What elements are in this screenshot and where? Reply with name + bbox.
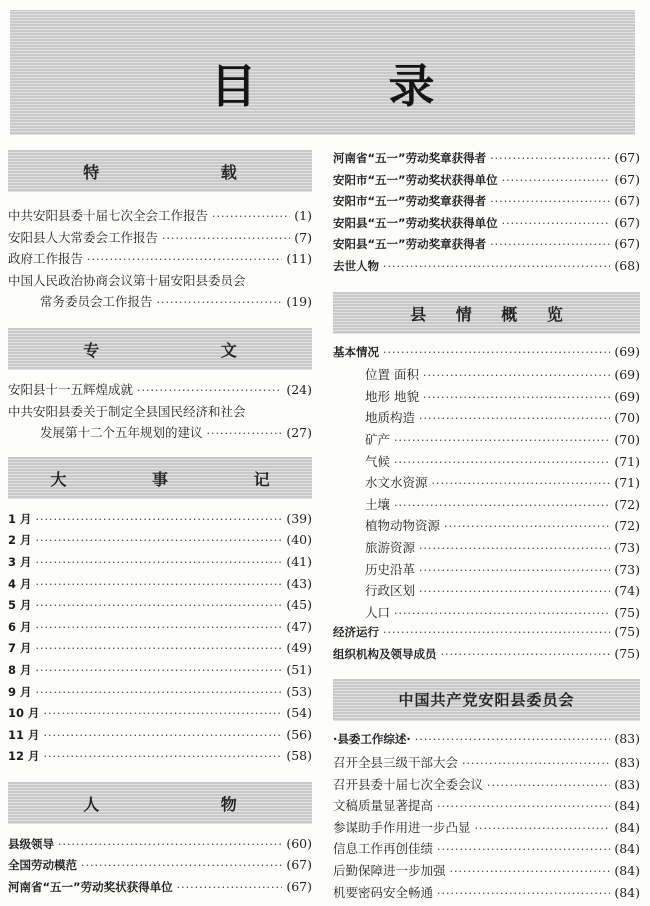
toc-entry[interactable]: 气候 ····· (71): [333, 452, 640, 474]
toc-entry[interactable]: 发展第十二个五年规划的建议 ····· (27): [8, 423, 312, 445]
toc-entry[interactable]: 旅游资源 ····· (73): [333, 538, 640, 560]
toc-entry[interactable]: 文稿质量显著提高 ····· (84): [333, 796, 640, 818]
toc-entry[interactable]: 4 月 ····· (43): [8, 576, 312, 598]
toc-entry[interactable]: 人口 ····· (75): [333, 603, 640, 625]
toc-entry[interactable]: 10 月 ····· (54): [8, 705, 312, 727]
section-heading-county-overview: [333, 292, 640, 334]
title-banner: [10, 10, 635, 135]
toc-entry-first-line[interactable]: 中国人民政治协商会议第十届安阳县委员会: [8, 272, 246, 288]
toc-entry[interactable]: 参谋助手作用进一步凸显 ····· (84): [333, 818, 640, 840]
toc-entry[interactable]: 政府工作报告 ····· (11): [8, 249, 312, 271]
toc-entry[interactable]: 位置 面积 ····· (69): [333, 365, 640, 387]
toc-entry[interactable]: 基本情况 ····· (69): [333, 344, 640, 366]
toc-entry[interactable]: 安阳县人大常委会工作报告 ····· (7): [8, 228, 312, 250]
toc-entry[interactable]: 安阳县“五一”劳动奖章获得者 ····· (67): [333, 236, 640, 258]
toc-list-special: [8, 206, 312, 314]
section-heading-label: 特 载: [83, 163, 295, 182]
toc-entry[interactable]: 1 月 ····· (39): [8, 511, 312, 533]
toc-entry[interactable]: 地质构造 ····· (70): [333, 408, 640, 430]
toc-entry[interactable]: 组织机构及领导成员 ····· (75): [333, 646, 640, 668]
section-heading-label: 专 文: [83, 340, 295, 360]
toc-left-column: [8, 150, 312, 901]
toc-entry[interactable]: 矿产 ····· (70): [333, 430, 640, 452]
section-heading-label: 大 事 记: [50, 469, 310, 489]
toc-entry[interactable]: 机要密码安全畅通 ····· (84): [333, 883, 640, 905]
toc-entry[interactable]: 河南省“五一”劳动奖状获得单位 ····· (67): [8, 879, 312, 901]
toc-entry[interactable]: 5 月 ····· (45): [8, 597, 312, 619]
toc-entry[interactable]: 植物动物资源 ····· (72): [333, 516, 640, 538]
section-heading-people: [8, 782, 312, 824]
toc-entry[interactable]: 信息工作再创佳绩 ····· (84): [333, 839, 640, 861]
toc-entry[interactable]: 召开全县三级干部大会 ····· (83): [333, 753, 640, 775]
toc-list-people-cont: [333, 150, 640, 280]
section-heading-label: 中国共产党安阳县委员会: [398, 691, 575, 710]
toc-entry[interactable]: 中共安阳县委十届七次全会工作报告 ····· (1): [8, 206, 312, 228]
toc-entry[interactable]: 9 月 ····· (53): [8, 684, 312, 706]
section-heading-label: 县 情 概 览: [410, 304, 575, 324]
toc-entry[interactable]: 12 月 ····· (58): [8, 748, 312, 770]
section-heading-feature: [8, 328, 312, 370]
toc-entry[interactable]: 历史沿革 ····· (73): [333, 560, 640, 582]
toc-list-county-overview: [333, 344, 640, 668]
toc-entry[interactable]: 地形 地貌 ····· (69): [333, 387, 640, 409]
section-heading-cpc-county-committee: [333, 679, 640, 721]
toc-entry[interactable]: 11 月 ····· (56): [8, 727, 312, 749]
toc-entry[interactable]: 2 月 ····· (40): [8, 532, 312, 554]
toc-entry[interactable]: 安阳市“五一”劳动奖章获得者 ····· (67): [333, 193, 640, 215]
page-title: 目 录: [210, 59, 493, 113]
section-heading-label: 人 物: [83, 794, 295, 814]
section-heading-chronicle: [8, 457, 312, 499]
toc-entry[interactable]: ·县委工作综述· ····· (83): [333, 731, 640, 753]
toc-entry[interactable]: 后勤保障进一步加强 ····· (84): [333, 861, 640, 883]
toc-entry-first-line[interactable]: 中共安阳县委关于制定全县国民经济和社会: [8, 403, 246, 419]
toc-entry[interactable]: 安阳市“五一”劳动奖状获得单位 ····· (67): [333, 172, 640, 194]
toc-entry[interactable]: 去世人物 ····· (68): [333, 258, 640, 280]
toc-entry[interactable]: 安阳县“五一”劳动奖状获得单位 ····· (67): [333, 215, 640, 237]
toc-entry[interactable]: 8 月 ····· (51): [8, 662, 312, 684]
toc-entry[interactable]: 安阳县十一五辉煌成就 ····· (24): [8, 380, 312, 402]
toc-list-feature: [8, 380, 312, 445]
toc-entry[interactable]: 7 月 ····· (49): [8, 640, 312, 662]
toc-entry[interactable]: 召开县委十届七次全委会议 ····· (83): [333, 775, 640, 797]
toc-list-people: [8, 836, 312, 901]
toc-list-cpc-county-committee: [333, 731, 640, 904]
toc-entry[interactable]: 河南省“五一”劳动奖章获得者 ····· (67): [333, 150, 640, 172]
toc-entry[interactable]: 经济运行 ····· (75): [333, 624, 640, 646]
toc-entry[interactable]: 6 月 ····· (47): [8, 619, 312, 641]
toc-entry[interactable]: 县级领导 ····· (60): [8, 836, 312, 858]
toc-entry[interactable]: 水文水资源 ····· (71): [333, 473, 640, 495]
toc-entry[interactable]: 常务委员会工作报告 ····· (19): [8, 292, 312, 314]
toc-entry[interactable]: 行政区划 ····· (74): [333, 581, 640, 603]
toc-entry[interactable]: 全国劳动模范 ····· (67): [8, 857, 312, 879]
toc-entry[interactable]: 土壤 ····· (72): [333, 495, 640, 517]
toc-entry[interactable]: 3 月 ····· (41): [8, 554, 312, 576]
toc-right-column: [333, 150, 640, 904]
toc-list-chronicle: [8, 511, 312, 770]
section-heading-special: [8, 150, 312, 192]
